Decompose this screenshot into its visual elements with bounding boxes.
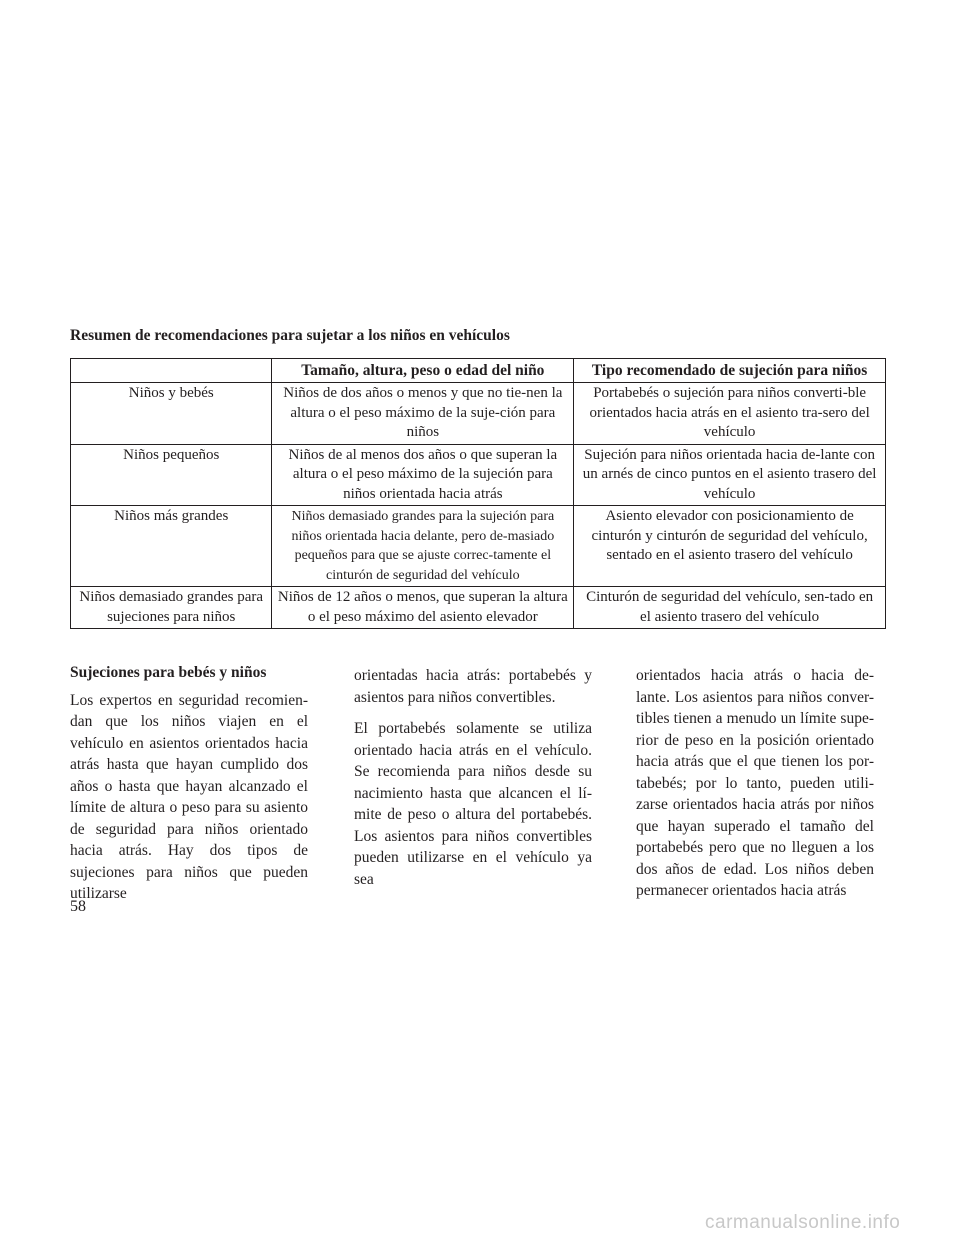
paragraph: Los expertos en seguridad recomien-dan que los niños viajen en el vehículo en asientos orientados hacia atrás hasta que hayan cumplido dos años o hasta que hayan alcanzado el límite de altura o peso para su asiento de seguridad para niños orientado hacia atrás. Hay dos tipos de sujeciones para niños que pueden utilizarse [70,691,308,902]
table-cell: Niños y bebés [71,383,272,445]
table-row [71,506,886,587]
text-column-3 [636,665,874,912]
table-cell: Niños demasiado grandes para sujeciones para niños [71,587,272,629]
table-cell: Cinturón de seguridad del vehículo, sen-tado en el asiento trasero del vehículo [574,587,886,629]
paragraph: orientadas hacia atrás: portabebés y asientos para niños convertibles. [354,667,592,706]
table-cell: Niños más grandes [71,506,272,587]
table-row [71,587,886,629]
table-cell: Niños demasiado grandes para la sujeción para niños orientada hacia delante, pero de-masiado pequeños para que se ajuste correc-tamente el cinturón de seguridad del vehículo [272,506,574,587]
table-row [71,383,886,445]
header-cell-category [71,359,272,383]
page-number: 58 [70,898,86,915]
text-column-1 [70,662,308,915]
table-header-row [71,359,886,383]
header-cell-restraint-type: Tipo recomendado de sujeción para niños [574,359,886,383]
table-cell: Niños de 12 años o menos, que superan la altura o el peso máximo del asiento elevador [272,587,574,629]
watermark: carmanualsonline.info [705,1212,901,1233]
paragraph: El portabebés solamente se utiliza orientado hacia atrás en el vehículo. Se recomienda para niños desde su nacimiento hasta que alcancen el lí-mite de peso o altura del portabebés. Los asientos para niños convertibles pueden utilizarse en el vehículo ya sea [354,720,592,888]
table-cell: Niños de dos años o menos y que no tie-nen la altura o el peso máximo de la suje-ción para niños [272,383,574,445]
restraint-summary-table [70,358,886,629]
table-cell: Niños pequeños [71,444,272,506]
table-cell: Asiento elevador con posicionamiento de cinturón y cinturón de seguridad del vehículo, sentado en el asiento trasero del vehículo [574,506,886,587]
table-caption: Resumen de recomendaciones para sujetar a los niños en vehículos [70,327,510,344]
table-row [71,444,886,506]
header-cell-size: Tamaño, altura, peso o edad del niño [272,359,574,383]
section-heading: Sujeciones para bebés y niños [70,664,267,681]
paragraph: orientados hacia atrás o hacia de-lante. Los asientos para niños conver-tibles tienen a menudo un límite supe-rior de peso en la posición orientado hacia atrás que el que tienen los por-tabebés; por lo tanto, pueden utili-zarse orientados hacia atrás por niños que hayan superado el tamaño del portabebés pero que no lleguen a los dos años de edad. Los niños deben permanecer orientados hacia atrás [636,667,874,899]
table-cell: Sujeción para niños orientada hacia de-lante con un arnés de cinco puntos en el asiento trasero del vehículo [574,444,886,506]
text-column-2 [354,665,592,900]
table-cell: Niños de al menos dos años o que superan la altura o el peso máximo de la sujeción para niños orientada hacia atrás [272,444,574,506]
table-cell: Portabebés o sujeción para niños converti-ble orientados hacia atrás en el asiento tra-sero del vehículo [574,383,886,445]
